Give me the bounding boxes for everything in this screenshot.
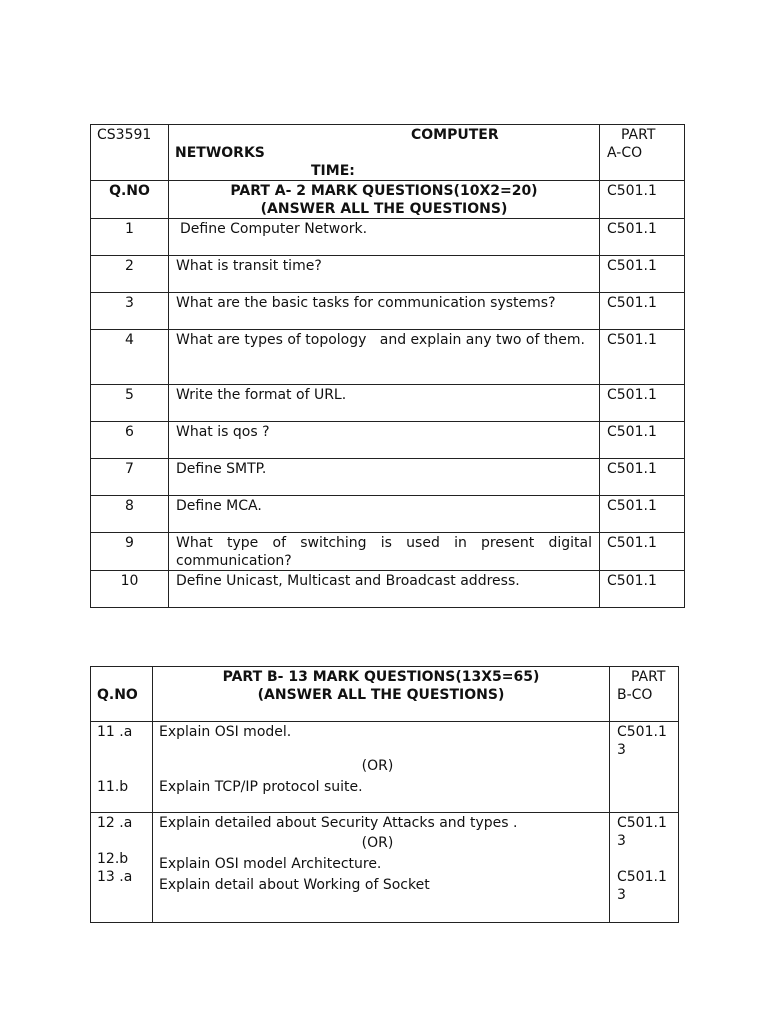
part-b-header-row <box>91 667 679 722</box>
table-row <box>91 293 685 330</box>
qno-header: Q.NO <box>91 181 169 219</box>
course-header-row <box>91 125 685 181</box>
question-co: C501.1 <box>600 533 685 571</box>
question-text: Explain detail about Working of Socket <box>159 877 430 893</box>
question-number: 3 <box>91 293 169 330</box>
question-number: 12 .a <box>97 815 133 831</box>
table-row <box>91 571 685 608</box>
question-number: 13 .a <box>97 869 133 885</box>
part-b-title <box>153 667 610 722</box>
co-header: C501.1 <box>600 181 685 219</box>
question-number-cell <box>91 722 153 813</box>
question-text: What is qos ? <box>169 422 600 459</box>
question-number: 10 <box>91 571 169 608</box>
question-number: 9 <box>91 533 169 571</box>
or-separator: (OR) <box>361 758 394 774</box>
course-title-line1: COMPUTER <box>411 127 499 143</box>
question-co: C501.1 <box>600 330 685 385</box>
question-text: What are types of topology and explain any two of them. <box>169 330 600 385</box>
part-b-qno-header: Q.NO <box>91 667 153 722</box>
question-text: Explain TCP/IP protocol suite. <box>159 779 363 795</box>
question-text: Explain OSI model Architecture. <box>159 856 382 872</box>
question-number: 6 <box>91 422 169 459</box>
course-title-cell <box>169 125 600 181</box>
part-b-title-line1: PART B- 13 MARK QUESTIONS(13X5=65) <box>222 669 540 685</box>
part-a-co-label: PART A-CO <box>600 125 685 181</box>
question-text: Explain OSI model. <box>159 724 292 740</box>
table-row <box>91 330 685 385</box>
question-text: Write the format of URL. <box>169 385 600 422</box>
table-row <box>91 496 685 533</box>
question-number: 11 .a <box>97 724 133 740</box>
question-text: What are the basic tasks for communication systems? <box>169 293 600 330</box>
part-a-title-line1: PART A- 2 MARK QUESTIONS(10X2=20) <box>230 183 538 199</box>
question-text: Define MCA. <box>169 496 600 533</box>
question-co: C501.1 <box>600 385 685 422</box>
question-co: C501.1 <box>600 293 685 330</box>
question-number-cell <box>91 813 153 923</box>
part-a-title-row <box>91 181 685 219</box>
part-b-table <box>90 666 679 923</box>
question-text: What type of switching is used in present digital communication? <box>169 533 600 571</box>
part-a-title <box>169 181 600 219</box>
question-text-cell <box>153 722 610 813</box>
or-separator: (OR) <box>361 835 394 851</box>
question-co: C501.1 <box>600 219 685 256</box>
question-number: 4 <box>91 330 169 385</box>
table-row <box>91 256 685 293</box>
table-row <box>91 385 685 422</box>
question-co: C501.1 <box>600 422 685 459</box>
question-text: What is transit time? <box>169 256 600 293</box>
table-row <box>91 219 685 256</box>
table-row <box>91 813 679 923</box>
question-number: 8 <box>91 496 169 533</box>
question-text: Define Computer Network. <box>169 219 600 256</box>
part-a-table <box>90 124 685 608</box>
question-number: 5 <box>91 385 169 422</box>
table-row <box>91 533 685 571</box>
question-co: C501.1 3 C501.1 3 <box>610 813 679 923</box>
question-number: 2 <box>91 256 169 293</box>
course-code: CS3591 <box>91 125 169 181</box>
question-text: Define Unicast, Multicast and Broadcast address. <box>169 571 600 608</box>
table-row <box>91 459 685 496</box>
time-label: TIME: <box>311 163 355 179</box>
question-number: 11.b <box>97 779 129 795</box>
part-a-title-line2: (ANSWER ALL THE QUESTIONS) <box>260 201 508 217</box>
question-co: C501.1 <box>600 256 685 293</box>
question-text: Explain detailed about Security Attacks and types . <box>159 815 518 831</box>
question-co: C501.1 <box>600 459 685 496</box>
part-b-title-line2: (ANSWER ALL THE QUESTIONS) <box>257 687 505 703</box>
part-b-co-label: PART B-CO <box>610 667 679 722</box>
question-co: C501.1 <box>600 571 685 608</box>
question-co: C501.1 3 <box>610 722 679 813</box>
table-row <box>91 422 685 459</box>
question-co: C501.1 <box>600 496 685 533</box>
table-row <box>91 722 679 813</box>
course-title-line2: NETWORKS <box>175 145 265 161</box>
question-text-cell <box>153 813 610 923</box>
question-text: Define SMTP. <box>169 459 600 496</box>
question-number: 12.b <box>97 851 129 867</box>
question-number: 7 <box>91 459 169 496</box>
question-number: 1 <box>91 219 169 256</box>
